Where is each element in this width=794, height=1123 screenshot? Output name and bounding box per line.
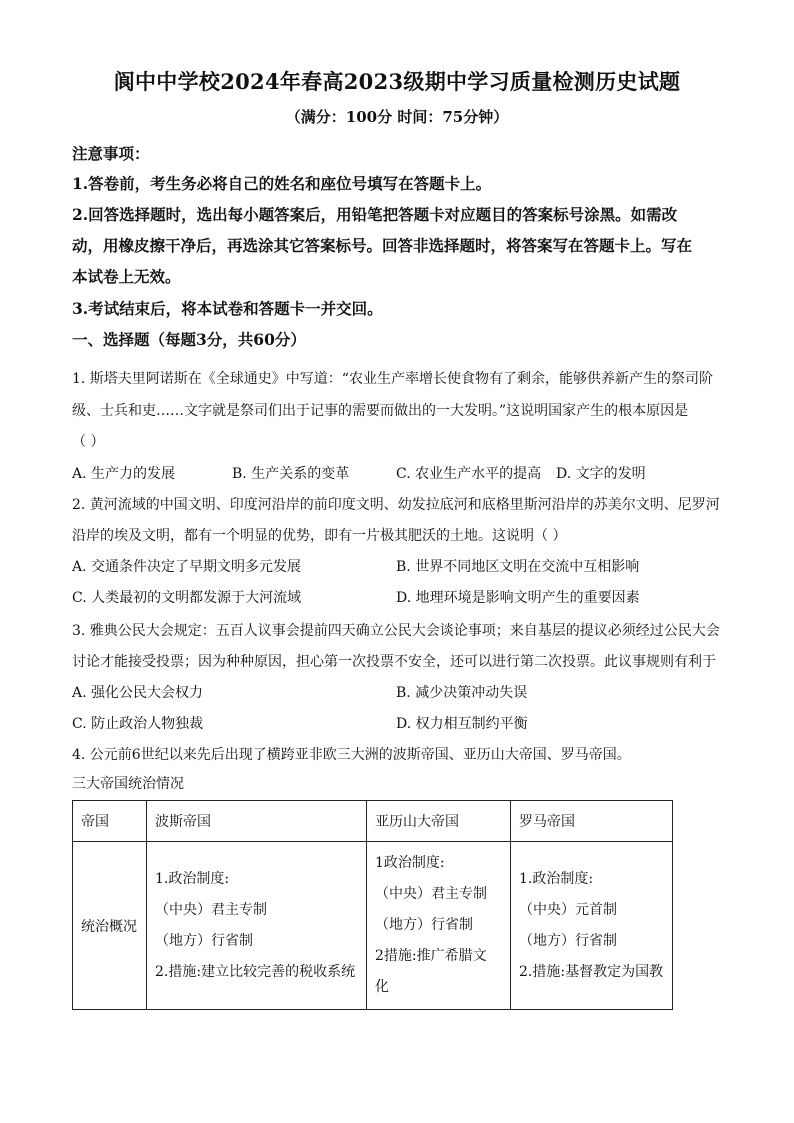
table-cell-persia (147, 842, 367, 1010)
notice-line: 2.回答选择题时，选出每小题答案后，用铅笔把答题卡对应题目的答案标号涂黑。如需改 (72, 205, 678, 224)
exam-title: 阆中中学校2024年春高2023级期中学习质量检测历史试题 (113, 69, 681, 94)
cell-line: （中央）君主专制 (375, 886, 487, 902)
cell-line: （地方）行省制 (519, 932, 617, 949)
question-text: （ ） (72, 434, 105, 450)
option-b: B. 减少决策冲动失误 (396, 685, 528, 701)
cell-line: 2.措施:基督教定为国教 (519, 963, 664, 980)
table-header-cell: 亚历山大帝国 (367, 801, 511, 842)
option-d: D. 权力相互制约平衡 (396, 716, 528, 732)
cell-line: （地方）行省制 (155, 932, 253, 949)
cell-line: 1.政治制度: (155, 870, 230, 887)
option-c: C. 人类最初的文明都发源于大河流域 (72, 590, 302, 606)
cell-line: 1政治制度: (375, 855, 445, 871)
table-caption: 三大帝国统治情况 (72, 776, 184, 792)
option-a: A. 强化公民大会权力 (72, 685, 204, 701)
option-a: A. 生产力的发展 (72, 466, 176, 482)
option-b: B. 世界不同地区文明在交流中互相影响 (396, 559, 640, 575)
cell-line: 2措施:推广希腊文 (375, 948, 487, 964)
notice-line: 1.答卷前，考生务必将自己的姓名和座位号填写在答题卡上。 (72, 174, 492, 193)
table-header-cell: 罗马帝国 (511, 801, 673, 842)
question-text: 级、士兵和吏……文字就是祭司们出于记事的需要而做出的一大发明。”这说明国家产生的根本原因是 (72, 403, 689, 419)
option-d: D. 地理环境是影响文明产生的重要因素 (396, 590, 640, 606)
cell-line: 2.措施:建立比较完善的税收系统 (155, 963, 356, 980)
question-text: 3. 雅典公民大会规定：五百人议事会提前四天确立公民大会谈论事项；来自基层的提议必须经过公民大会 (72, 623, 720, 639)
empire-table (72, 800, 673, 1010)
option-c: C. 防止政治人物独裁 (72, 716, 204, 732)
question-text: 1. 斯塔夫里阿诺斯在《全球通史》中写道：“农业生产率增长使食物有了剩余，能够供养新产生的祭司阶 (72, 371, 713, 387)
table-cell-alexander (367, 842, 511, 1010)
question-text: 讨论才能接受投票；因为种种原因，担心第一次投票不安全，还可以进行第二次投票。此议事规则有利于 (72, 654, 716, 670)
table-header-cell: 波斯帝国 (147, 801, 367, 842)
section-heading: 一、选择题（每题3分，共60分） (72, 330, 306, 349)
cell-line: 化 (375, 979, 389, 995)
question-text: 2. 黄河流域的中国文明、印度河沿岸的前印度文明、幼发拉底河和底格里斯河沿岸的苏美尔文明、尼罗河 (72, 497, 720, 513)
notice-line: 本试卷上无效。 (72, 267, 181, 286)
option-a: A. 交通条件决定了早期文明多元发展 (72, 559, 302, 575)
notice-line: 3.考试结束后，将本试卷和答题卡一并交回。 (72, 299, 383, 318)
row-label: 统治概况 (73, 842, 147, 1010)
option-c: C. 农业生产水平的提高 (396, 466, 542, 482)
cell-line: （中央）君主专制 (155, 901, 267, 918)
notice-heading: 注意事项： (72, 144, 150, 163)
cell-line: 1.政治制度: (519, 870, 594, 887)
table-header-row (73, 801, 673, 842)
exam-subtitle: （满分：100分 时间：75分钟） (285, 108, 509, 126)
question-text: 4. 公元前6世纪以来先后出现了横跨亚非欧三大洲的波斯帝国、亚历山大帝国、罗马帝国。 (72, 747, 631, 763)
cell-line: （中央）元首制 (519, 901, 617, 918)
option-d: D. 文字的发明 (556, 466, 646, 482)
cell-line: （地方）行省制 (375, 917, 473, 933)
question-text: 沿岸的埃及文明，都有一个明显的优势，即有一片极其肥沃的土地。这说明（ ） (72, 528, 567, 544)
table-row (73, 842, 673, 1010)
table-cell-rome (511, 842, 673, 1010)
option-b: B. 生产关系的变革 (232, 466, 350, 482)
table-header-cell: 帝国 (73, 801, 147, 842)
notice-line: 动，用橡皮擦干净后，再选涂其它答案标号。回答非选择题时，将答案写在答题卡上。写在 (72, 236, 693, 255)
